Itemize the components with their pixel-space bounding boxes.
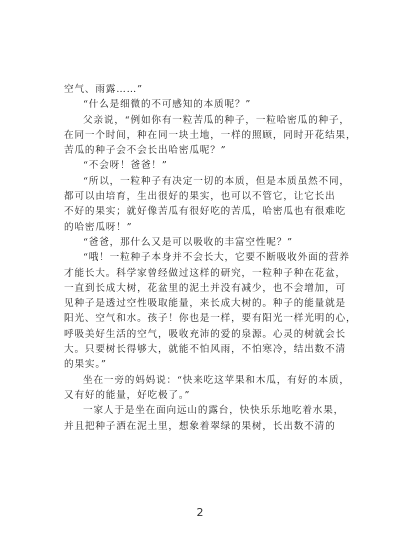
text-line: 在同一个时间，种在同一块土地，一样的照顾，同时开花结果， xyxy=(64,129,357,141)
text-line: 才能长大。科学家曾经做过这样的研究，一粒种子种在花盆， xyxy=(64,267,346,279)
text-line: 父亲说，“例如你有一粒苦瓜的种子，一粒哈密瓜的种子， xyxy=(83,114,350,126)
text-line: 的哈密瓜呀！” xyxy=(64,221,133,233)
text-line: “爸爸，那什么又是可以吸收的丰富空性呢？” xyxy=(83,236,293,248)
text-line: 一家人于是坐在面向远山的露台，快快乐乐地吃着水果， xyxy=(83,405,345,417)
text-line: “不会呀！爸爸！” xyxy=(83,160,168,172)
text-line: 又有好的能量，好吃极了。” xyxy=(64,389,191,401)
text-line: 大。只要树长得够大，就能不怕风雨，不怕寒冷，结出数不清 xyxy=(64,344,346,356)
text-line: 一直到长成大树，花盆里的泥土并没有减少，也不会增加，可 xyxy=(64,282,346,294)
body-text xyxy=(64,82,357,434)
text-line: “什么是细微的不可感知的本质呢？” xyxy=(83,99,252,111)
text-line: 空气、雨露……” xyxy=(64,84,143,95)
text-line: 并且把种子洒在泥土里，想象着翠绿的果树，长出数不清的 xyxy=(64,420,336,432)
text-line: 阳光、空气和水。孩子！你也是一样，要有阳光一样光明的心， xyxy=(64,313,357,325)
text-line: “所以，一粒种子有决定一切的本质，但是本质虽然不同， xyxy=(83,175,350,187)
text-line: 都可以由培育，生出很好的果实，也可以不管它，让它长出 xyxy=(64,191,336,203)
page-number: 2 xyxy=(196,506,204,519)
text-line: 不好的果实；就好像苦瓜有很好吃的苦瓜，哈密瓜也有很难吃 xyxy=(64,206,346,218)
text-line: 坐在一旁的妈妈说：“快来吃这苹果和木瓜，有好的本质， xyxy=(83,374,350,386)
text-line: 见种子是透过空性吸取能量，来长成大树的。种子的能量就是 xyxy=(64,298,346,310)
text-line: 呼吸美好生活的空气，吸收充沛的爱的泉源。心灵的树就会长 xyxy=(64,328,346,340)
text-line: 的果实。” xyxy=(64,359,107,371)
text-line: 苦瓜的种子会不会长出哈密瓜呢？” xyxy=(64,145,227,157)
text-line: “哦！一粒种子本身并不会长大，它要不断吸收外面的营养 xyxy=(83,252,350,264)
